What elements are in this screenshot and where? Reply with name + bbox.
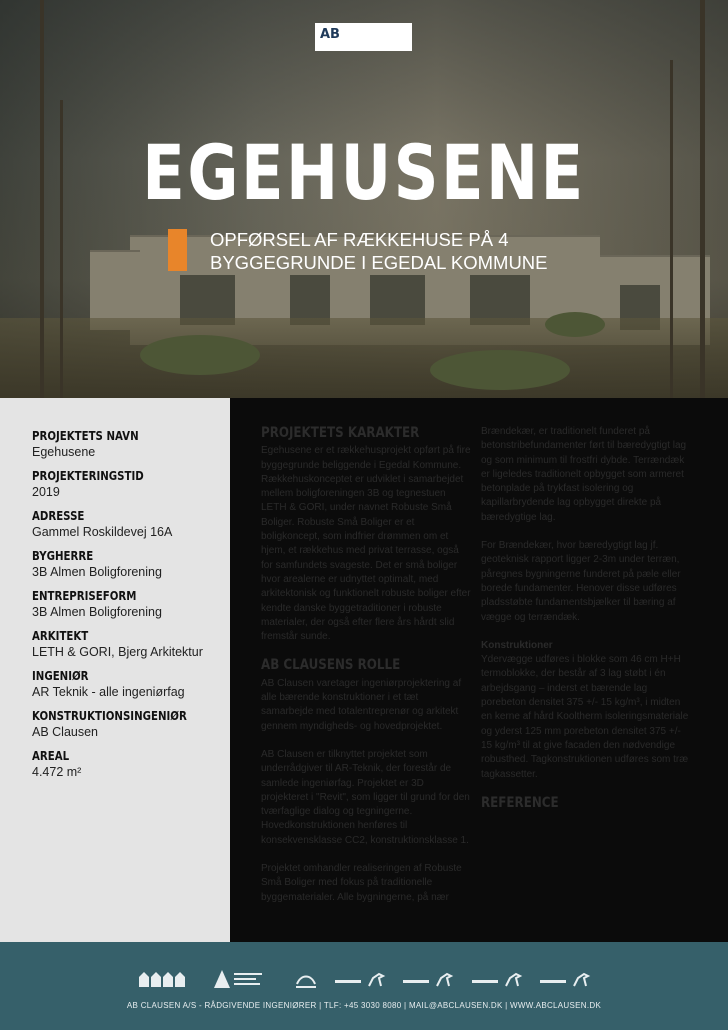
- info-value: Egehusene: [32, 445, 96, 459]
- accent-bar: [168, 229, 187, 271]
- partner-logo: [212, 967, 266, 991]
- partner-logo: [538, 967, 592, 991]
- info-item: [32, 429, 230, 460]
- info-value: 3B Almen Boligforening: [32, 565, 162, 579]
- tree-illustration: [700, 0, 705, 398]
- page-subtitle: OPFØRSEL AF RÆKKEHUSE PÅ 4 BYGGEGRUNDE I EGEDAL KOMMUNE: [210, 229, 548, 273]
- tree-illustration: [670, 60, 673, 398]
- info-item: [32, 589, 230, 620]
- paragraph: Projektet omhandler realiseringen af Robuste Små Boliger med fokus på traditionelle byggematerialer. Alle bygningerne, på nær: [261, 863, 462, 903]
- info-label: BYGHERRE: [32, 549, 94, 563]
- partner-logo: [401, 967, 455, 991]
- info-label: ENTREPRISEFORM: [32, 589, 137, 603]
- info-label: KONSTRUKTIONSINGENIØR: [32, 709, 187, 723]
- bush-illustration: [545, 312, 605, 337]
- info-value: LETH & GORI, Bjerg Arkitektur: [32, 645, 203, 659]
- info-value: AR Teknik - alle ingeniørfag: [32, 685, 185, 699]
- info-item: [32, 509, 230, 540]
- description-section: [230, 398, 728, 942]
- company-logo: [315, 23, 412, 51]
- paragraph: Ydervægge udføres i blokke som 46 cm H+H termoblokke, der består af 3 lag støbt i én arbejdsgang – inderst et bærende lag porebeton densitet 375 +/- 15 kg/m³, i midten en kerne af hård Kooltherm isoleringsmateriale og yderst 125 mm porebeton densitet 375 +/- 15 kg/m³ til at give facaden den nødvendige robusthed. Tagkonstruktionen udføres som træ tagkassetter.: [481, 654, 689, 780]
- info-label: PROJEKTETS NAVN: [32, 429, 139, 443]
- footer: [0, 942, 728, 1030]
- page-title: EGEHUSENE: [142, 128, 586, 217]
- info-item: [32, 749, 230, 780]
- info-label: INGENIØR: [32, 669, 89, 683]
- subheading: Konstruktioner: [481, 639, 553, 651]
- partner-logo: [293, 967, 319, 991]
- info-label: ADRESSE: [32, 509, 85, 523]
- partner-logo: [137, 967, 189, 991]
- text-column-left: [261, 426, 471, 919]
- info-item: [32, 669, 230, 700]
- info-label: ARKITEKT: [32, 629, 89, 643]
- info-label: PROJEKTERINGSTID: [32, 469, 144, 483]
- info-value: 3B Almen Boligforening: [32, 605, 162, 619]
- ground-illustration: [0, 318, 728, 398]
- tree-illustration: [40, 0, 44, 398]
- info-item: [32, 709, 230, 740]
- tree-illustration: [60, 100, 63, 398]
- bush-illustration: [430, 350, 570, 390]
- project-info-panel: [0, 398, 230, 942]
- info-item: [32, 629, 230, 660]
- info-value: Gammel Roskildevej 16A: [32, 525, 173, 539]
- info-item: [32, 549, 230, 580]
- text-column-right: [481, 425, 691, 814]
- partner-logo: [333, 967, 387, 991]
- info-value: 2019: [32, 485, 60, 499]
- footer-contact: AB CLAUSEN A/S - RÅDGIVENDE INGENIØRER | TLF: +45 3030 8080 | MAIL@ABCLAUSEN.DK | WWW.ABCLAUSEN.DK: [126, 1001, 602, 1010]
- paragraph: For Brændekær, hvor bæredygtigt lag jf. geoteknisk rapport ligger 2-3m under terræn, påregnes bygningerne funderet på pæle eller borede fundamenter. Henover disse udføres pladsstøbte fundamentsbjælker til bæring af vægge og terrændæk.: [481, 540, 681, 623]
- section-heading: PROJEKTETS KARAKTER: [261, 425, 420, 441]
- bush-illustration: [140, 335, 260, 375]
- section-heading: AB CLAUSENS ROLLE: [261, 657, 401, 674]
- info-item: [32, 469, 230, 500]
- logo-text: AB: [320, 27, 340, 42]
- paragraph: Brændekær, er traditionelt funderet på betonstribefundamenter ført til bæredygtigt lag og som minimum til frostfri dybde. Terrændæk er ligeledes traditionelt opbygget som armeret betonplade på trykfast isolering og kapillarbrydende lag opbygget direkte på bæredygtige lag.: [481, 426, 687, 523]
- paragraph: Egehusene er et rækkehusprojekt opført på fire byggegrunde beliggende i Egedal Kommune. Rækkehuskonceptet er udviklet i samarbejdet mellem boligforeningen 3B og tegnestuen LETH & GORI, under navnet Robuste Små Boliger. Robuste Små Boliger er et boligkoncept, som indfrier drømmen om et hjem, et rækkehus med privat terrasse, også for samfundets svageste. Det er små boliger hvor arealerne er udnyttet optimalt, med arkitektonisk og funktionelt robuste boliger efter kendte danske byggetraditioner i robuste materialer, der også efter flere års hårdt slid fremstår sunde.: [261, 445, 471, 643]
- paragraph: AB Clausen varetager ingeniørprojektering af alle bærende konstruktioner i et tæt samarbejde med totalentreprenør og arkitekt gennem myndigheds- og hovedprojektet.: [261, 677, 462, 732]
- paragraph: AB Clausen er tilknyttet projektet som underrådgiver til AR-Teknik, der forestår de samlede ingeniørfag. Projektet er 3D projekteret i "Revit", som ligger til grund for den tværfaglige dialog og tegningerne. Hovedkonstruktionen henføres til konsekvensklasse CC2, konstruktionsklasse 1.: [261, 748, 470, 846]
- section-heading: REFERENCE: [481, 794, 559, 811]
- info-value: AB Clausen: [32, 725, 99, 739]
- info-value: 4.472 m²: [32, 765, 82, 779]
- info-label: AREAL: [32, 749, 70, 763]
- partner-logo: [470, 967, 524, 991]
- hero-image: [0, 0, 728, 398]
